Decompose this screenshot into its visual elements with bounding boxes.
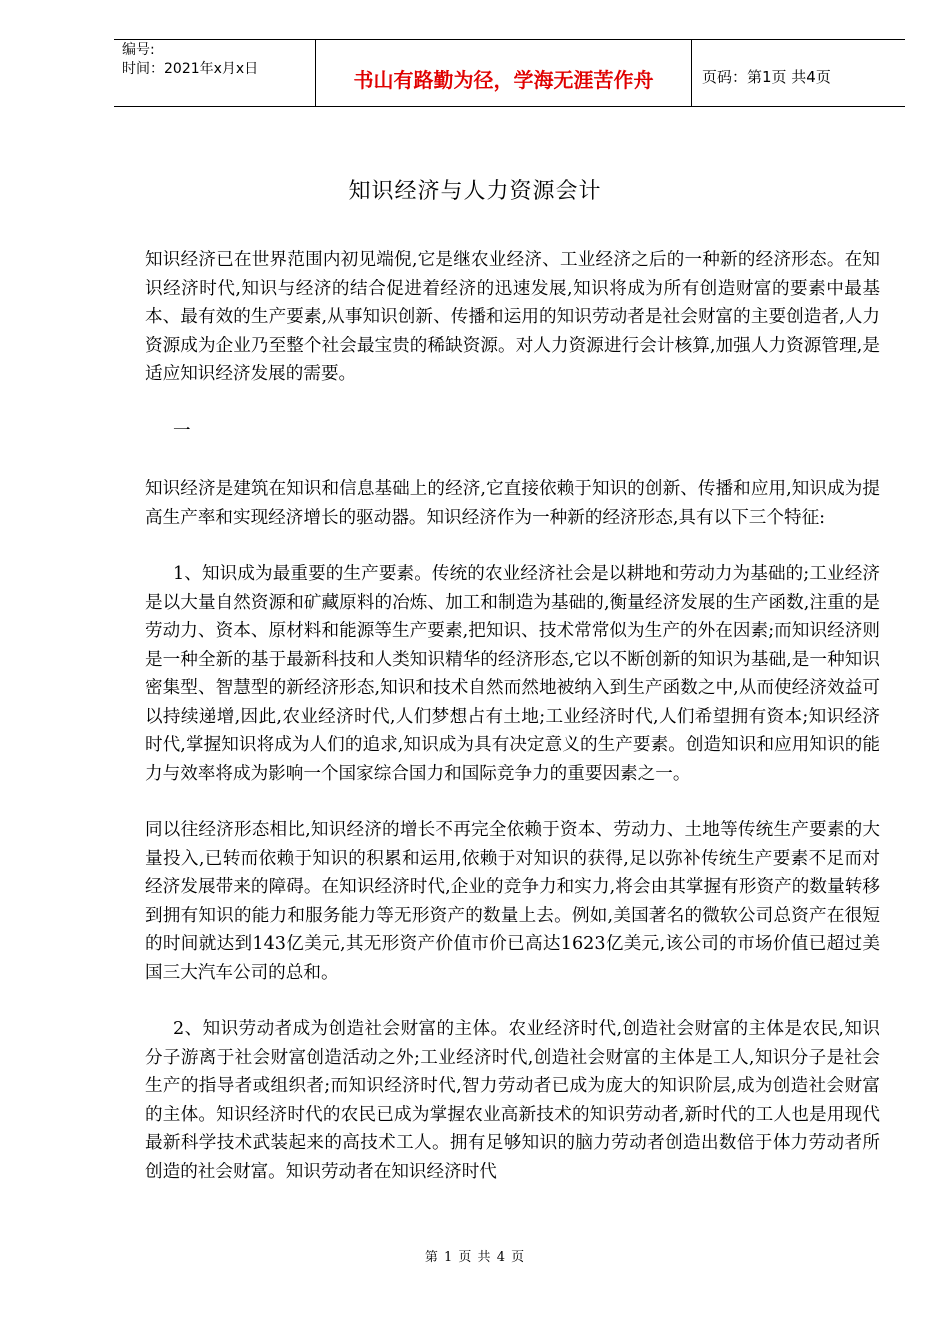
time-label: 时间：2021年x月x日 — [122, 61, 259, 77]
header-motto: 书山有路勤为径，学海无涯苦作舟 — [316, 40, 692, 106]
page-footer: 第 1 页 共 4 页 — [424, 1250, 526, 1265]
paragraph-comparison: 同以往经济形态相比,知识经济的增长不再完全依赖于资本、劳动力、土地等传统生产要素的大量投入,已转而依赖于知识的积累和运用,依赖于对知识的获得,足以弥补传统生产要素不足而对经济发展带来的障碍。在知识经济时代,企业的竞争力和实力,将会由其掌握有形资产的数量转移到拥有知识的能力和服务能力等无形资产的数量上去。例如,美国著名的微软公司总资产在很短的时间就达到143亿美元,其无形资产价值市价已高达1623亿美元,该公司的市场价值已超过美国三大汽车公司的总和。 — [145, 820, 880, 983]
header-meta — [114, 40, 316, 106]
document-body — [145, 246, 880, 1214]
document-title: 知识经济与人力资源会计 — [348, 179, 602, 204]
paragraph-features: 知识经济是建筑在知识和信息基础上的经济,它直接依赖于知识的创新、传播和应用,知识成为提高生产率和实现经济增长的驱动器。知识经济作为一种新的经济形态,具有以下三个特征: — [145, 479, 880, 528]
paragraph-point-1: 1、知识成为最重要的生产要素。传统的农业经济社会是以耕地和劳动力为基础的;工业经济是以大量自然资源和矿藏原料的冶炼、加工和制造为基础的,衡量经济发展的生产函数,注重的是劳动力、资本、原材料和能源等生产要素,把知识、技术常常似为生产的外在因素;而知识经济则是一种全新的基于最新科技和人类知识精华的经济形态,它以不断创新的知识为基础,是一种知识密集型、智慧型的新经济形态,知识和技术自然而然地被纳入到生产函数之中,从而使经济效益可以持续递增,因此,农业经济时代,人们梦想占有土地;工业经济时代,人们希望拥有资本;知识经济时代,掌握知识将成为人们的追求,知识成为具有决定意义的生产要素。创造知识和应用知识的能力与效率将成为影响一个国家综合国力和国际竞争力的重要因素之一。 — [145, 564, 880, 784]
header-page-info: 页码：第1页 共4页 — [702, 68, 831, 86]
document-header — [114, 39, 905, 107]
number-label: 编号: — [122, 42, 155, 58]
paragraph-intro: 知识经济已在世界范围内初见端倪,它是继农业经济、工业经济之后的一种新的经济形态。在知识经济时代,知识与经济的结合促进着经济的迅速发展,知识将成为所有创造财富的要素中最基本、最有效的生产要素,从事知识创新、传播和运用的知识劳动者是社会财富的主要创造者,人力资源成为企业乃至整个社会最宝贵的稀缺资源。对人力资源进行会计核算,加强人力资源管理,是适应知识经济发展的需要。 — [145, 250, 880, 384]
section-marker: 一 — [173, 420, 191, 441]
paragraph-point-2: 2、知识劳动者成为创造社会财富的主体。农业经济时代,创造社会财富的主体是农民,知识分子游离于社会财富创造活动之外;工业经济时代,创造社会财富的主体是工人,知识分子是社会生产的指导者或组织者;而知识经济时代,智力劳动者已成为庞大的知识阶层,成为创造社会财富的主体。知识经济时代的农民已成为掌握农业高新技术的知识劳动者,新时代的工人也是用现代最新科学技术武装起来的高技术工人。拥有足够知识的脑力劳动者创造出数倍于体力劳动者所创造的社会财富。知识劳动者在知识经济时代 — [145, 1019, 880, 1182]
